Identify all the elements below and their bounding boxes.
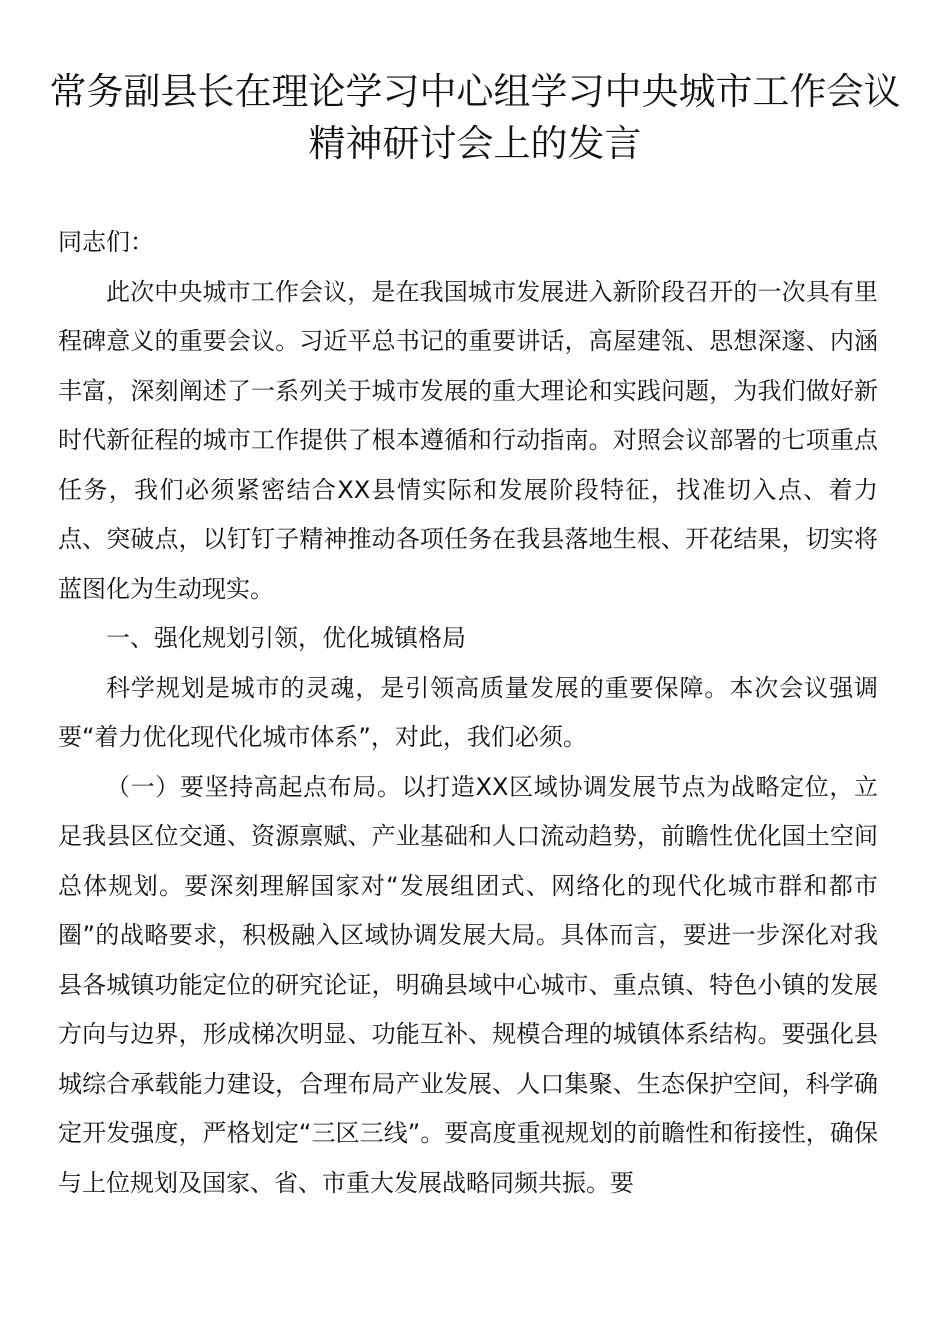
paragraph-section-1: 科学规划是城市的灵魂，是引领高质量发展的重要保障。本次会议强调要“着力优化现代化城市体系”，对此，我们必须。	[58, 673, 878, 751]
paragraph-intro: 此次中央城市工作会议，是在我国城市发展进入新阶段召开的一次具有里程碑意义的重要会议。习近平总书记的重要讲话，高屋建瓴、思想深邃、内涵丰富，深刻阐述了一系列关于城市发展的重大理论和实践问题，为我们做好新时代新征程的城市工作提供了根本遵循和行动指南。对照会议部署的七项重点任务，我们必须紧密结合XX县情实际和发展阶段特征，找准切入点、着力点、突破点，以钉钉子精神推动各项任务在我县落地生根、开花结果，切实将蓝图化为生动现实。	[58, 277, 878, 603]
paragraph-subsection-1: （一）要坚持高起点布局。以打造XX区域协调发展节点为战略定位，立足我县区位交通、资源禀赋、产业基础和人口流动趋势，前瞻性优化国土空间总体规划。要深刻理解国家对“发展组团式、网络化的现代化城市群和都市圈”的战略要求，积极融入区域协调发展大局。具体而言，要进一步深化对我县各城镇功能定位的研究论证，明确县域中心城市、重点镇、特色小镇的发展方向与边界，形成梯次明显、功能互补、规模合理的城镇体系结构。要强化县城综合承载能力建设，合理布局产业发展、人口集聚、生态保护空间，科学确定开发强度，严格划定“三区三线”。要高度重视规划的前瞻性和衔接性，确保与上位规划及国家、省、市重大发展战略同频共振。要	[58, 772, 878, 1197]
document-title-line-2: 精神研讨会上的发言	[308, 122, 642, 165]
section-heading-1: 一、强化规划引领，优化城镇格局	[106, 624, 466, 652]
document-title-line-1: 常务副县长在理论学习中心组学习中央城市工作会议	[49, 70, 901, 113]
document-body	[58, 218, 878, 1208]
salutation: 同志们：	[58, 228, 154, 256]
